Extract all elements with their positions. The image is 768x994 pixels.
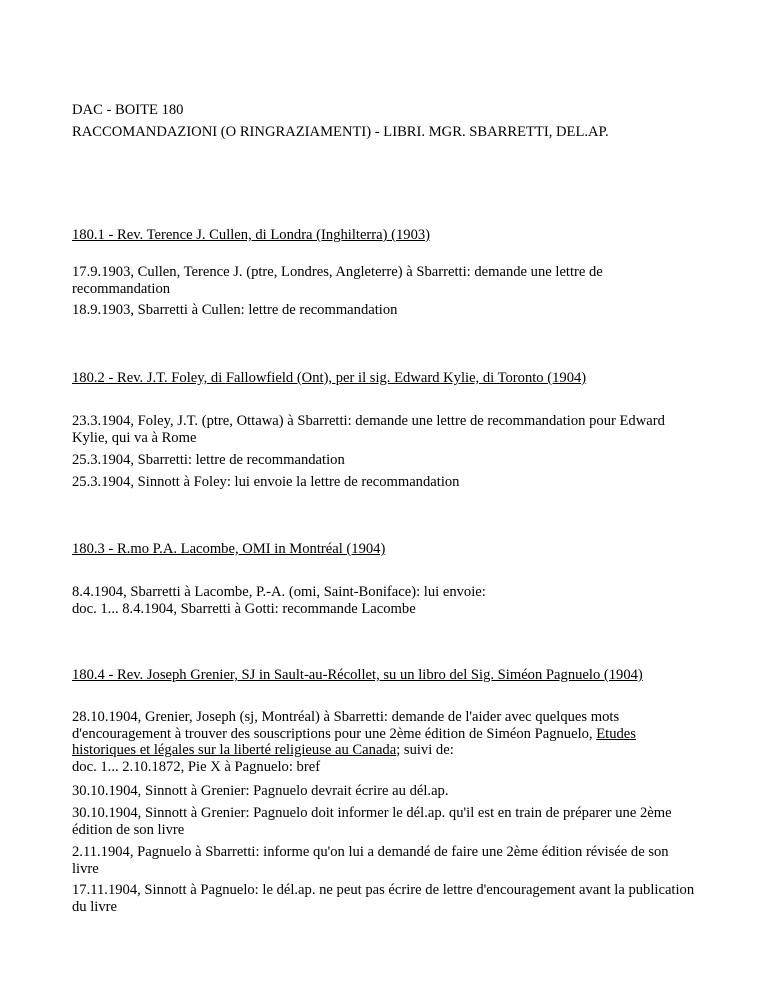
entry: 25.3.1904, Sbarretti: lettre de recommandation — [72, 452, 345, 468]
entry: 25.3.1904, Sinnott à Foley: lui envoie la lettre de recommandation — [72, 474, 460, 490]
entry: 18.9.1903, Sbarretti à Cullen: lettre de recommandation — [72, 302, 398, 318]
section-title-180-3: 180.3 - R.mo P.A. Lacombe, OMI in Montréal (1904) — [72, 541, 386, 557]
entry: 17.11.1904, Sinnott à Pagnuelo: le dél.ap. ne peut pas écrire de lettre d'encouragement avant la publication du livre — [72, 882, 695, 915]
entry: 2.11.1904, Pagnuelo à Sbarretti: informe qu'on lui a demandé de faire une 2ème édition révisée de son livre — [72, 844, 669, 877]
box-subject: RACCOMANDAZIONI (O RINGRAZIAMENTI) - LIBRI. MGR. SBARRETTI, DEL.AP. — [72, 124, 609, 140]
entry: 30.10.1904, Sinnott à Grenier: Pagnuelo devrait écrire au dél.ap. — [72, 783, 449, 799]
entry: 30.10.1904, Sinnott à Grenier: Pagnuelo doit informer le dél.ap. qu'il est en train de préparer une 2ème édition de son livre — [72, 805, 672, 838]
box-header: DAC - BOITE 180 — [72, 102, 184, 118]
section-title-180-1: 180.1 - Rev. Terence J. Cullen, di Londra (Inghilterra) (1903) — [72, 227, 431, 243]
entry: doc. 1... 8.4.1904, Sbarretti à Gotti: recommande Lacombe — [72, 601, 416, 617]
section-title-180-2: 180.2 - Rev. J.T. Foley, di Fallowfield (Ont), per il sig. Edward Kylie, di Toronto (1904) — [72, 370, 587, 386]
entry: 23.3.1904, Foley, J.T. (ptre, Ottawa) à Sbarretti: demande une lettre de recommandation pour Edward Kylie, qui va à Rome — [72, 413, 665, 446]
entry — [72, 709, 696, 775]
book-title: Etudes historiques et légales sur la liberté religieuse au Canada — [72, 725, 636, 758]
section-title-180-4: 180.4 - Rev. Joseph Grenier, SJ in Sault-au-Récollet, su un libro del Sig. Siméon Pagnuelo (1904) — [72, 667, 643, 683]
entry: 8.4.1904, Sbarretti à Lacombe, P.-A. (omi, Saint-Boniface): lui envoie: — [72, 584, 486, 600]
entry-text: ; suivi de: — [396, 742, 454, 758]
entry: 17.9.1903, Cullen, Terence J. (ptre, Londres, Angleterre) à Sbarretti: demande une lettre de recommandation — [72, 264, 603, 297]
enclosure-doc: doc. 1... 2.10.1872, Pie X à Pagnuelo: bref — [72, 758, 321, 775]
entry-text: 28.10.1904, Grenier, Joseph (sj, Montréal) à Sbarretti: demande de l'aider avec quelques mots d'encouragement à trouver des souscriptions pour une 2ème édition de Siméon Pagnuelo, — [72, 709, 620, 742]
